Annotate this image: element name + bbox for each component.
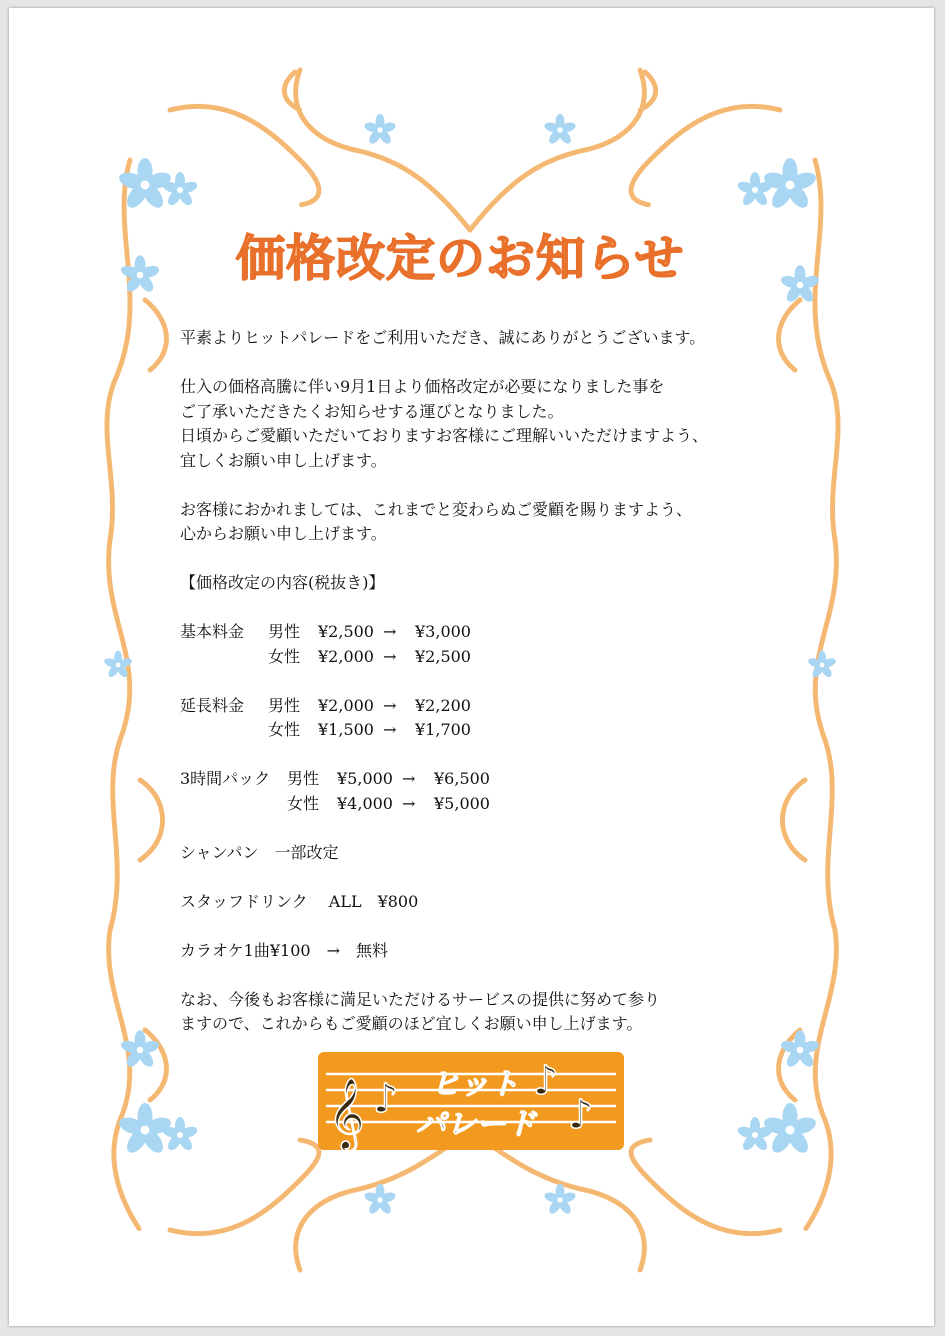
request-paragraph	[180, 498, 760, 547]
reason-paragraph	[180, 375, 760, 473]
price-new: ¥6,500	[434, 769, 490, 788]
reason-line: 日頃からご愛顧いただいておりますお客様にご理解いいただけますよう、	[180, 426, 709, 445]
arrow-icon: →	[383, 646, 397, 666]
reason-line: 宜しくお願い申し上げます。	[180, 450, 387, 470]
price-gender: 女性	[268, 646, 301, 666]
price-gender: 女性	[268, 720, 301, 739]
price-old: ¥4,000	[337, 793, 393, 813]
page-title: 価格改定のお知らせ	[236, 230, 685, 287]
notice-body	[180, 326, 760, 1061]
section-heading: 【価格改定の内容(税抜き)】	[180, 573, 385, 592]
arrow-icon: →	[402, 793, 416, 813]
price-row	[180, 694, 760, 719]
price-row	[180, 792, 760, 817]
price-group-extension	[180, 694, 760, 743]
reason-line: ご了承いただきたくお知らせする運びとなりました。	[180, 401, 564, 421]
price-old: ¥2,000	[318, 695, 374, 715]
arrow-icon: →	[383, 720, 397, 739]
logo-graphic	[318, 1052, 624, 1150]
champagne-text: シャンパン 一部改定	[180, 842, 339, 862]
price-group-basic	[180, 620, 760, 669]
price-category: 3時間パック	[180, 769, 271, 788]
price-category: 延長料金	[180, 695, 245, 715]
hit-parade-logo	[318, 1052, 624, 1150]
treble-clef-icon: 𝄞	[328, 1076, 365, 1149]
closing-line: なお、今後もお客様に満足いただけるサービスの提供に努めて参り	[180, 989, 661, 1009]
closing-paragraph	[180, 988, 760, 1037]
reason-line: 仕入の価格高騰に伴い9月1日より価格改定が必要になりました事を	[180, 377, 665, 396]
price-new: ¥1,700	[415, 720, 471, 739]
price-category: 基本料金	[180, 622, 245, 641]
price-new: ¥5,000	[434, 793, 490, 813]
price-gender: 男性	[287, 769, 320, 788]
music-note-icon: ♪	[568, 1092, 594, 1138]
price-old: ¥2,500	[318, 622, 374, 641]
logo-line2: パレード	[416, 1107, 536, 1142]
price-gender: 女性	[287, 793, 320, 813]
price-row	[180, 718, 760, 743]
price-old: ¥2,000	[318, 646, 374, 666]
price-gender: 男性	[268, 695, 301, 715]
arrow-icon: →	[383, 622, 397, 641]
greeting-text: 平素よりヒットパレードをご利用いただき、誠にありがとうございます。	[180, 328, 706, 347]
price-group-3h-pack	[180, 767, 760, 816]
music-note-icon: ♪	[373, 1076, 399, 1122]
price-old: ¥1,500	[318, 720, 374, 739]
logo-line1: ヒット	[430, 1067, 520, 1102]
karaoke-text: カラオケ1曲¥100 → 無料	[180, 940, 388, 960]
price-row	[180, 645, 760, 670]
closing-line: ますので、これからもご愛顧のほど宜しくお願い申し上げます。	[180, 1014, 643, 1033]
price-gender: 男性	[268, 622, 301, 641]
price-row	[180, 620, 760, 645]
request-line: 心からお願い申し上げます。	[180, 524, 387, 543]
price-row	[180, 767, 760, 792]
price-new: ¥2,200	[415, 695, 471, 715]
request-line: お客様におかれましては、これまでと変わらぬご愛顧を賜りますよう、	[180, 499, 693, 519]
staff-drink-text: スタッフドリンク ALL ¥800	[180, 891, 419, 911]
arrow-icon: →	[402, 769, 416, 788]
music-note-icon: ♪	[533, 1058, 559, 1104]
arrow-icon: →	[383, 695, 397, 715]
price-new: ¥2,500	[415, 646, 471, 666]
price-new: ¥3,000	[415, 622, 471, 641]
price-old: ¥5,000	[337, 769, 393, 788]
